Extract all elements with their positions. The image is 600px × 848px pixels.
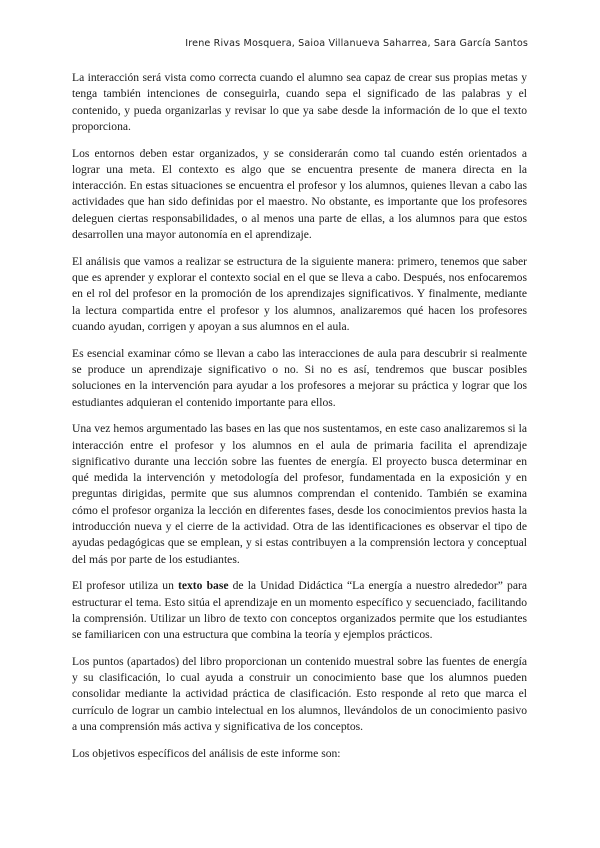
paragraph-3: El análisis que vamos a realizar se estructura de la siguiente manera: primero, tenemos que saber que es aprender y explorar el contexto social en el que se lleva a cabo. Después, nos enfocaremos en el rol del profesor en la promoción de los aprendizajes significativos. Y finalmente, mediante la lectura compartida entre el profesor y los alumnos, analizaremos qué hacen los profesores cuando ayudan, corrigen y apoyan a sus alumnos en el aula. — [72, 254, 527, 333]
body-text — [72, 70, 527, 762]
paragraph-4: Es esencial examinar cómo se llevan a cabo las interacciones de aula para descubrir si realmente se produce un aprendizaje significativo o no. Si no es así, tendremos que buscar posibles soluciones en la intervención para ayudar a los profesores a mejorar su práctica y lograr que los estudiantes adquieran el contenido importante para ellos. — [72, 346, 527, 409]
paragraph-1: La interacción será vista como correcta cuando el alumno sea capaz de crear sus propias metas y tenga también intenciones de conseguirla, cuando sepa el significado de las palabras y el contenido, y pueda organizarlas y revisar lo que ya sabe desde la información de lo que el texto proporciona. — [72, 71, 527, 133]
paragraph-6-bold-term: texto base — [178, 579, 229, 593]
paragraph-6-after: de la Unidad Didáctica “La energía a nuestro alrededor” para estructurar el tema. Esto sitúa el aprendizaje en un momento específico y secuenciado, facilitando la comprensión. Utilizar un libro de texto con conceptos organizados permite que los estudiantes se familiaricen con una estructura que combina la teoría y ejemplos prácticos. — [72, 579, 527, 642]
paragraph-6-before: El profesor utiliza un — [72, 579, 178, 593]
running-header-authors: Irene Rivas Mosquera, Saioa Villanueva Saharrea, Sara García Santos — [185, 38, 528, 49]
paragraph-6 — [72, 578, 527, 643]
paragraph-2: Los entornos deben estar organizados, y se considerarán como tal cuando estén orientados a lograr una meta. El contexto es algo que se encuentra presente de manera directa en la interacción. En estas situaciones se encuentra el profesor y los alumnos, quienes llevan a cabo las actividades que han sido definidas por el maestro. No obstante, es importante que los profesores deleguen ciertas responsabilidades, o al menos una parte de ellas, a los alumnos para que estos desarrollen una mayor autonomía en el aprendizaje. — [72, 146, 527, 242]
paragraph-8: Los objetivos específicos del análisis de este informe son: — [72, 746, 341, 760]
paragraph-5: Una vez hemos argumentado las bases en las que nos sustentamos, en este caso analizaremos si la interacción entre el profesor y los alumnos en el aula de primaria facilita el aprendizaje significativo durante una lección sobre las fuentes de energía. El proyecto busca determinar en qué medida la intervención y metodología del profesor, fundamentada en la exposición y en preguntas dirigidas, permite que sus alumnos comprendan el contenido. También se examina cómo el profesor organiza la lección en diferentes fases, desde los conocimientos previos hasta la introducción nueva y el cierre de la actividad. Otra de las identificaciones es observar el tipo de ayudas pedagógicas que se emplean, y si estas contribuyen a la comprensión lectora y conceptual del más por parte de los estudiantes. — [72, 422, 527, 566]
paragraph-7: Los puntos (apartados) del libro proporcionan un contenido muestral sobre las fuentes de energía y su clasificación, lo cual ayuda a construir un conocimiento base que los alumnos pueden consolidar mediante la actividad práctica de clasificación. Esto responde al reto que marca el currículo de lograr un cambio intelectual en los alumnos, llevándolos de un conocimiento pasivo a una comprensión más activa y significativa de los conceptos. — [72, 654, 527, 734]
